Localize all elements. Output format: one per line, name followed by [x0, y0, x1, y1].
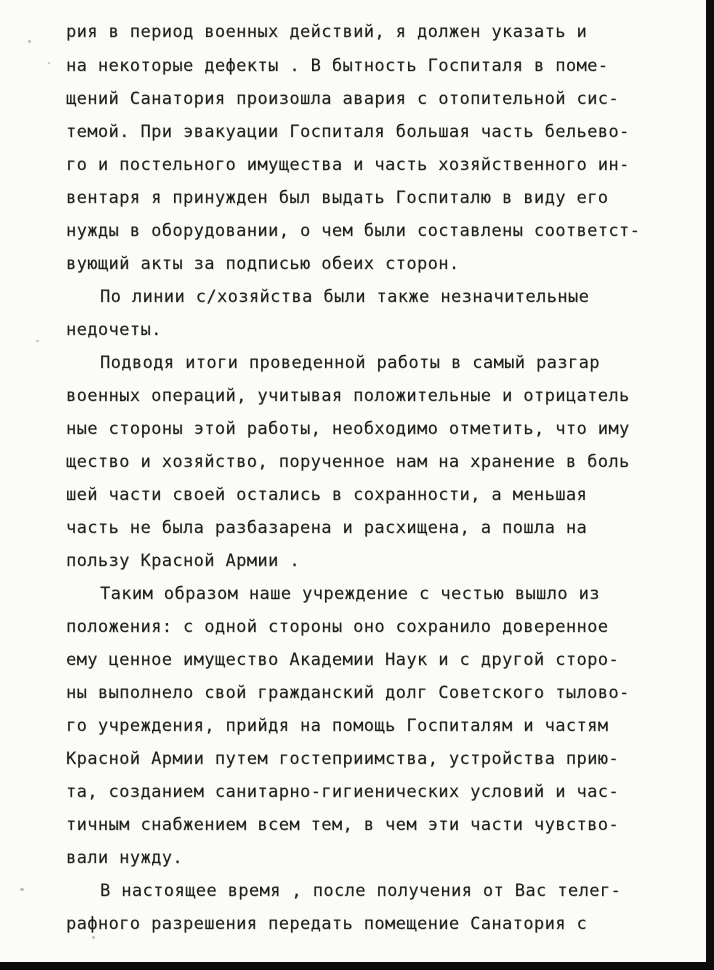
text-line: темой. При эвакуации Госпиталя большая часть бельево-	[66, 122, 630, 142]
text-line: часть не была разбазарена и расхищена, а пошла на	[66, 518, 588, 538]
text-line: тичным снабжением всем тем, в чем эти части чувство-	[66, 815, 620, 835]
paper-speck	[20, 888, 24, 891]
text-line: По линии с/хозяйства были также незначительные	[100, 287, 590, 307]
scan-edge-right	[706, 0, 714, 970]
text-line: щений Санатория произошла авария с отопительной сис-	[66, 89, 620, 109]
text-line: вентаря я принужден был выдать Госпиталю в виду его	[66, 188, 609, 208]
text-line: го учреждения, прийдя на помощь Госпиталям и частям	[66, 716, 609, 736]
paper-speck	[36, 340, 39, 342]
text-line: ны выполнело свой гражданский долг Советского тылово-	[66, 683, 630, 703]
paper-speck	[92, 936, 95, 939]
text-line: Подводя итоги проведенной работы в самый разгар	[100, 353, 600, 373]
text-line: рафного разрешения передать помещение Санатория с	[66, 914, 588, 934]
text-line: нужды в оборудовании, о чем были составлены соответст-	[66, 221, 641, 241]
text-line: положения: с одной стороны оно сохранило доверенное	[66, 617, 609, 637]
text-line: та, созданием санитарно-гигиенических условий и час-	[66, 782, 620, 802]
text-line: военных операций, учитывая положительные и отрицатель	[66, 386, 630, 406]
text-line: пользу Красной Армии .	[66, 551, 300, 571]
text-line: недочеты.	[66, 320, 162, 340]
text-line: ему ценное имущество Академии Наук и с другой сторо-	[66, 650, 620, 670]
text-line: щество и хозяйство, порученное нам на хранение в боль	[66, 452, 630, 472]
scan-edge-bottom	[0, 962, 714, 970]
text-line: вующий акты за подписью обеих сторон.	[66, 254, 460, 274]
text-line: го и постельного имущества и часть хозяйственного ин-	[66, 155, 630, 175]
text-line: вали нужду.	[66, 848, 183, 868]
text-line: на некоторые дефекты . В бытность Госпиталя в поме-	[66, 56, 609, 76]
text-line: В настоящее время , после получения от Вас телег-	[100, 881, 622, 901]
paper-speck	[48, 62, 50, 64]
text-line: Красной Армии путем гостеприимства, устройства прию-	[66, 749, 620, 769]
paper-speck	[28, 40, 31, 43]
text-line: ные стороны этой работы, необходимо отметить, что иму	[66, 419, 630, 439]
text-line: шей части своей остались в сохранности, а меньшая	[66, 485, 588, 505]
text-line: рия в период военных действий, я должен указать и	[66, 22, 588, 42]
text-line: Таким образом наше учреждение с честью вышло из	[100, 584, 600, 604]
